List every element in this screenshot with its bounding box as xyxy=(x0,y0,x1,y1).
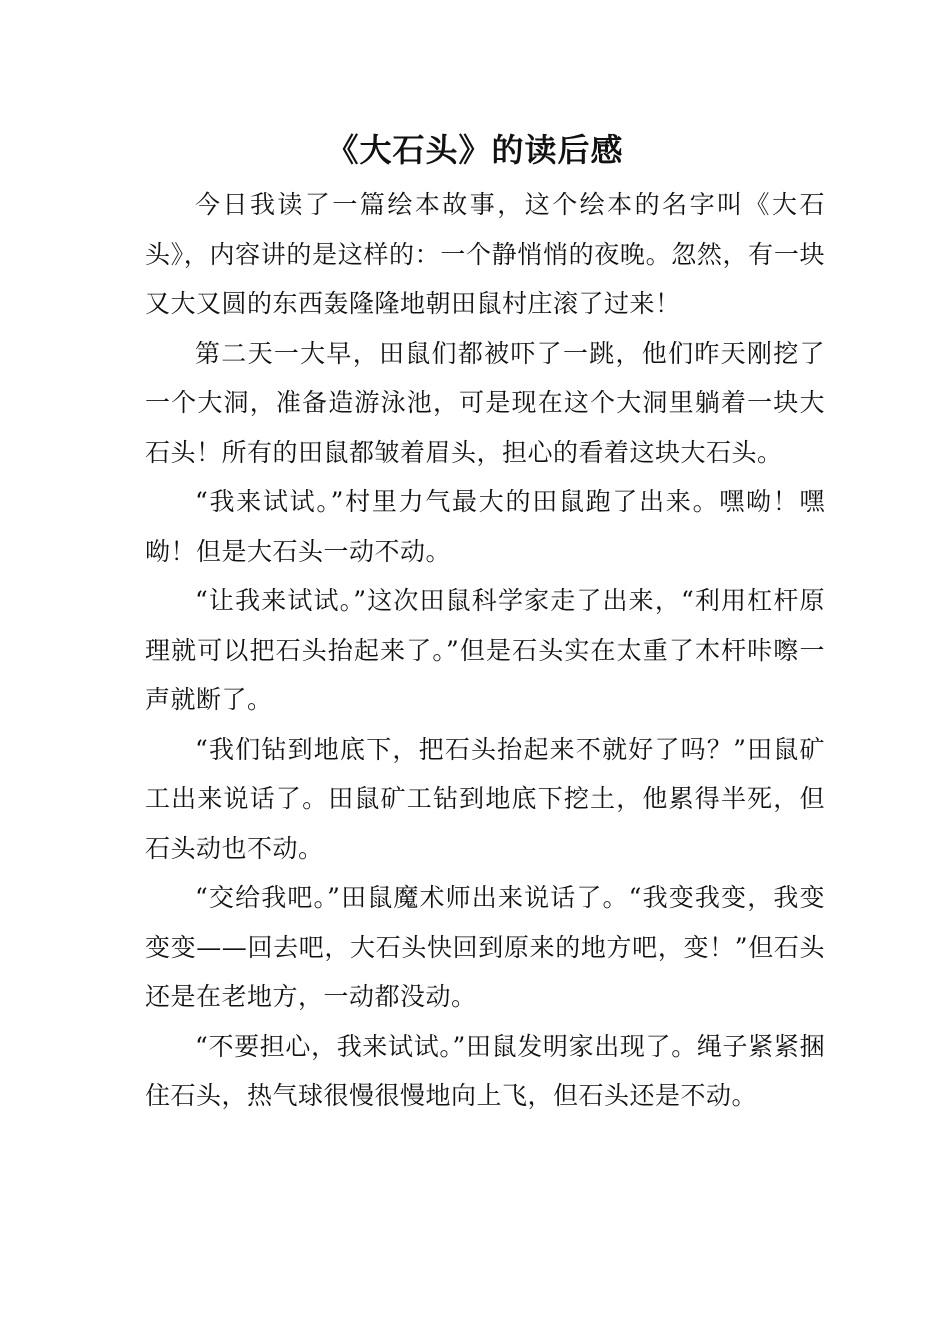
paragraph: “我们钻到地底下，把石头抬起来不就好了吗？”田鼠矿工出来说话了。田鼠矿工钻到地底下挖土，他累得半死，但石头动也不动。 xyxy=(145,734,825,863)
paragraph: 今日我读了一篇绘本故事，这个绘本的名字叫《大石头》，内容讲的是这样的：一个静悄悄的夜晚。忽然，有一块又大又圆的东西轰隆隆地朝田鼠村庄滚了过来！ xyxy=(145,190,825,318)
document-title: 《大石头》的读后感 xyxy=(326,131,624,169)
paragraph: “我来试试。”村里力气最大的田鼠跑了出来。嘿呦！嘿呦！但是大石头一动不动。 xyxy=(145,487,825,566)
paragraph: “不要担心，我来试试。”田鼠发明家出现了。绳子紧紧捆住石头，热气球很慢很慢地向上飞，但石头还是不动。 xyxy=(145,1031,825,1110)
paragraph: “交给我吧。”田鼠魔术师出来说话了。“我变我变，我变变变——回去吧，大石头快回到原来的地方吧，变！”但石头还是在老地方，一动都没动。 xyxy=(145,883,825,1011)
paragraph: “让我来试试。”这次田鼠科学家走了出来，“利用杠杆原理就可以把石头抬起来了。”但是石头实在太重了木杆咔嚓一声就断了。 xyxy=(145,586,825,714)
document-body xyxy=(145,180,825,1121)
paragraph: 第二天一大早，田鼠们都被吓了一跳，他们昨天刚挖了一个大洞，准备造游泳池，可是现在这个大洞里躺着一块大石头！所有的田鼠都皱着眉头，担心的看着这块大石头。 xyxy=(145,338,825,467)
